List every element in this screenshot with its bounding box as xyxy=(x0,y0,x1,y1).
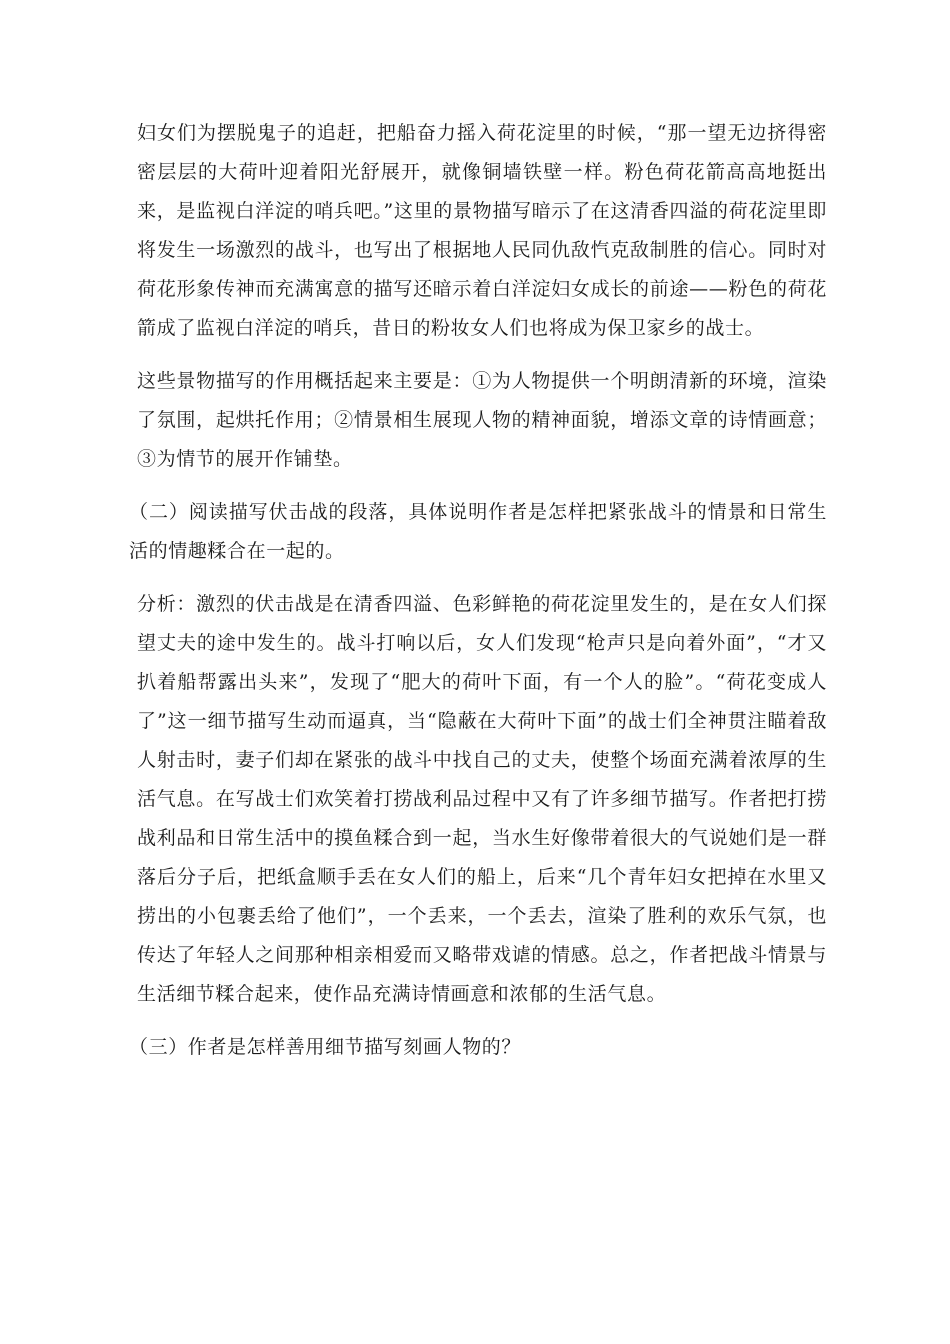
document-body xyxy=(129,114,827,1081)
paragraph-scenery-function: 这些景物描写的作用概括起来主要是：①为人物提供一个明朗清新的环境，渲染了氛围，起烘托作用；②情景相生展现人物的精神面貌，增添文章的诗情画意；③为情节的展开作铺垫。 xyxy=(137,370,827,470)
question-two: （二）阅读描写伏击战的段落，具体说明作者是怎样把紧张战斗的情景和日常生活的情趣糅合在一起的。 xyxy=(129,501,827,562)
paragraph-lotus-scenery: 妇女们为摆脱鬼子的追赶，把船奋力摇入荷花淀里的时候，“那一望无边挤得密密层层的大荷叶迎着阳光舒展开，就像铜墙铁壁一样。粉色荷花箭高高地挺出来，是监视白洋淀的哨兵吧。”这里的景物描写暗示了在这清香四溢的荷花淀里即将发生一场激烈的战斗，也写出了根据地人民同仇敌忾克敌制胜的信心。同时对荷花形象传神而充满寓意的描写还暗示着白洋淀妇女成长的前途——粉色的荷花箭成了监视白洋淀的哨兵，昔日的粉妆女人们也将成为保卫家乡的战士。 xyxy=(137,122,827,339)
paragraph-analysis: 分析：激烈的伏击战是在清香四溢、色彩鲜艳的荷花淀里发生的，是在女人们探望丈夫的途中发生的。战斗打响以后，女人们发现“枪声只是向着外面”，“才又扒着船帮露出头来”，发现了“肥大的荷叶下面，有一个人的脸”。“荷花变成人了”这一细节描写生动而逼真，当“隐蔽在大荷叶下面”的战士们全神贯注瞄着敌人射击时，妻子们却在紧张的战斗中找自己的丈夫，使整个场面充满着浓厚的生活气息。在写战士们欢笑着打捞战利品过程中又有了许多细节描写。作者把打捞战利品和日常生活中的摸鱼糅合到一起，当水生好像带着很大的气说她们是一群落后分子后，把纸盒顺手丢在女人们的船上，后来“几个青年妇女把掉在水里又捞出的小包裹丢给了他们”，一个丢来，一个丢去，渲染了胜利的欢乐气氛，也传达了年轻人之间那种相亲相爱而又略带戏谑的情感。总之，作者把战斗情景与生活细节糅合起来，使作品充满诗情画意和浓郁的生活气息。 xyxy=(137,593,827,1005)
question-three: （三）作者是怎样善用细节描写刻画人物的？ xyxy=(129,1036,522,1058)
